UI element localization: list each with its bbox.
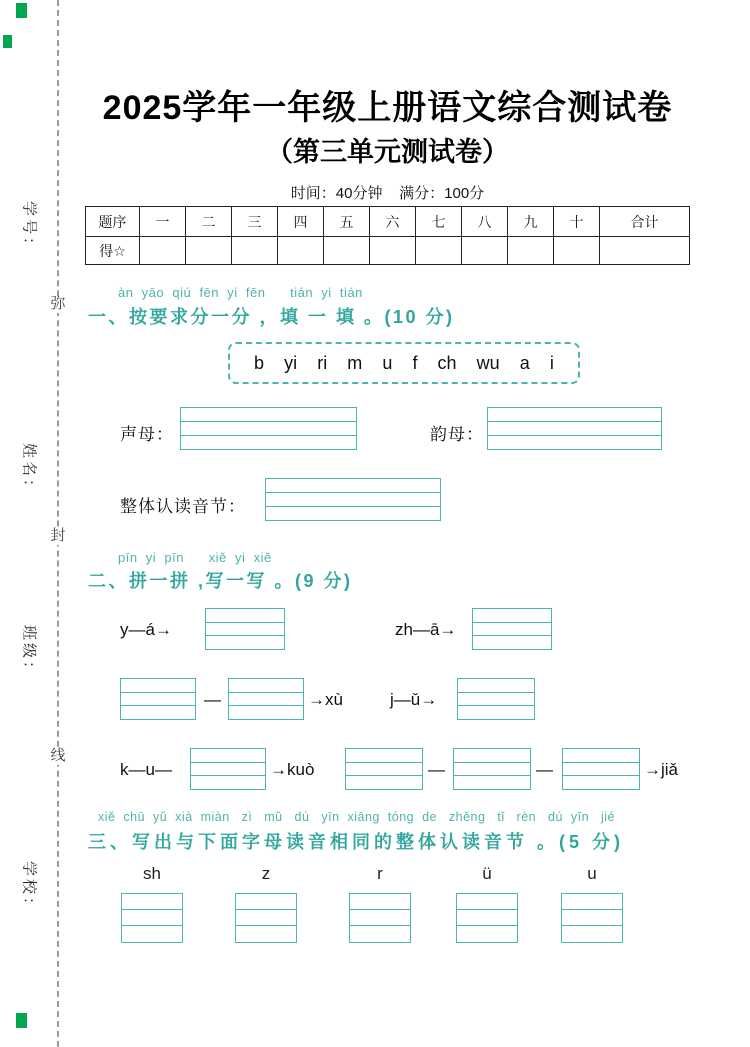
spell-prompt: k—u—: [120, 760, 172, 779]
spell-result: →kuò: [270, 760, 315, 779]
score-cell-empty: [232, 237, 278, 265]
target-letter: r: [377, 864, 383, 883]
corner-mark-bottom: [16, 1013, 27, 1028]
pool-letter: m: [347, 352, 363, 373]
pool-letter: ri: [317, 352, 328, 373]
syllable-answer-grid: [456, 893, 518, 943]
syllable-answer-grid: [235, 893, 297, 943]
score-cell-empty: [554, 237, 600, 265]
zhengti-answer-grid: [265, 478, 441, 521]
score-row-label: 得☆: [86, 237, 140, 265]
yunmu-label: 韵母：: [430, 425, 484, 444]
score-header-cell: 一: [140, 207, 186, 237]
section2-pinyin: pīn yi pīn xiě yi xiě: [118, 550, 272, 565]
pool-letter: i: [549, 352, 554, 373]
score-cell-total-empty: [600, 237, 690, 265]
dash-connector: —: [536, 760, 553, 779]
score-header-cell: 二: [186, 207, 232, 237]
score-cell-empty: [416, 237, 462, 265]
score-cell-empty: [140, 237, 186, 265]
score-cell-empty: [462, 237, 508, 265]
score-cell-empty: [278, 237, 324, 265]
corner-mark-top: [16, 3, 27, 18]
corner-mark-left: [3, 35, 12, 48]
seal-char-xian: 线: [50, 747, 66, 764]
school-field: 学校：: [20, 860, 38, 916]
pool-letter: ch: [437, 352, 457, 373]
score-header-cell-total: 合计: [600, 207, 690, 237]
seal-char-mi: 弥: [50, 295, 66, 312]
seal-char-feng: 封: [50, 527, 66, 544]
pool-letter: yi: [284, 352, 298, 373]
spell-prompt: y—á→: [120, 620, 172, 639]
target-letter: ü: [482, 864, 492, 883]
score-header-cell: 题序: [86, 207, 140, 237]
page-subtitle: （第三单元测试卷）: [266, 137, 509, 167]
syllable-answer-grid: [205, 608, 285, 650]
target-letter: u: [587, 864, 597, 883]
score-header-cell: 七: [416, 207, 462, 237]
score-cell-empty: [370, 237, 416, 265]
letter-pool-box: [228, 342, 580, 384]
syllable-answer-grid: [561, 893, 623, 943]
page-title: 2025学年一年级上册语文综合测试卷: [102, 89, 673, 127]
syllable-answer-grid: [457, 678, 535, 720]
shengmu-answer-grid: [180, 407, 357, 450]
spell-prompt: j—ǔ→: [390, 690, 438, 709]
syllable-answer-grid: [120, 678, 196, 720]
class-field: 班级：: [20, 624, 38, 680]
pool-letter: f: [412, 352, 418, 373]
pool-letter: a: [519, 352, 530, 373]
target-letter: z: [261, 864, 271, 883]
score-cell-empty: [186, 237, 232, 265]
syllable-answer-grid: [345, 748, 423, 790]
score-header-cell: 十: [554, 207, 600, 237]
syllable-answer-grid: [472, 608, 552, 650]
score-header-cell: 八: [462, 207, 508, 237]
spell-result: →jiǎ: [644, 760, 679, 779]
score-header-cell: 五: [324, 207, 370, 237]
syllable-answer-grid: [453, 748, 531, 790]
syllable-answer-grid: [190, 748, 266, 790]
student-name-field: 姓名：: [20, 442, 38, 498]
section1-heading: 一、按要求分一分 ，填 一 填 。(10 分): [88, 307, 455, 327]
score-header-cell: 三: [232, 207, 278, 237]
section2-heading: 二、拼一拼 ,写一写 。(9 分): [88, 571, 353, 591]
score-cell-empty: [508, 237, 554, 265]
score-table: [85, 206, 690, 265]
score-header-cell: 四: [278, 207, 324, 237]
section3-heading: 三、写出与下面字母读音相同的整体认读音节 。(5 分): [88, 832, 624, 852]
section1-pinyin: àn yāo qiú fēn yi fēn tián yi tián: [118, 285, 363, 300]
dash-connector: —: [428, 760, 445, 779]
section3-pinyin: xiě chū yǔ xià miàn zì mǔ dú yīn xiāng tóng de zhěng tǐ rèn dú yīn jié: [98, 810, 615, 824]
pool-letter: wu: [476, 352, 500, 373]
pool-letter: u: [382, 352, 393, 373]
shengmu-label: 声母：: [120, 425, 174, 444]
syllable-answer-grid: [228, 678, 304, 720]
score-cell-empty: [324, 237, 370, 265]
seal-dashed-line: [57, 0, 59, 1047]
student-number-field: 学号：: [20, 200, 38, 256]
pool-letter: b: [254, 352, 265, 373]
score-header-cell: 六: [370, 207, 416, 237]
yunmu-answer-grid: [487, 407, 662, 450]
target-letter: sh: [143, 864, 161, 883]
score-header-cell: 九: [508, 207, 554, 237]
syllable-answer-grid: [562, 748, 640, 790]
time-score-meta: 时间：40分钟 满分：100分: [290, 185, 485, 202]
spell-result: →xù: [308, 690, 343, 709]
dash-connector: —: [204, 690, 221, 709]
spell-prompt: zh—ā→: [395, 620, 457, 639]
syllable-answer-grid: [349, 893, 411, 943]
zhengti-label: 整体认读音节：: [120, 497, 246, 516]
syllable-answer-grid: [121, 893, 183, 943]
